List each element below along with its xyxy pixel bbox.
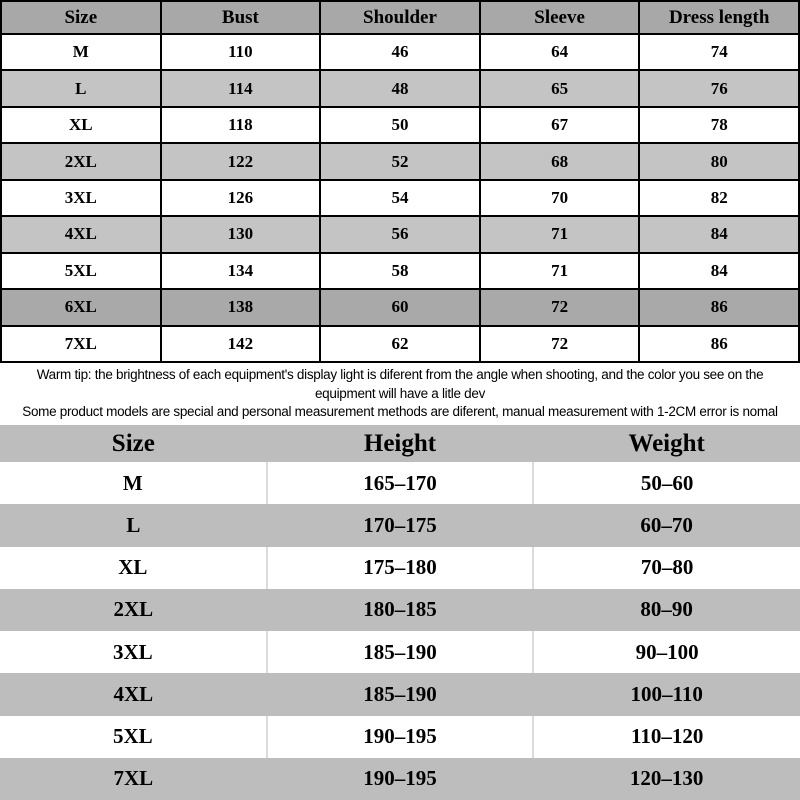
table-cell: 71 — [480, 216, 640, 252]
column-header: Bust — [161, 1, 321, 34]
measurement-notes — [0, 363, 800, 425]
table-cell: 90–100 — [533, 631, 800, 673]
table-cell: 67 — [480, 107, 640, 143]
table-cell: 80–90 — [640, 597, 693, 622]
table-cell: 120–130 — [629, 766, 704, 791]
note-line-measurement-error: Some product models are special and personal measurement methods are diferent, manual measurement with 1-2CM error is nomal — [22, 404, 778, 420]
table-cell: 62 — [320, 326, 480, 363]
table-cell: 71 — [480, 253, 640, 289]
table-cell: L — [1, 70, 161, 106]
table-cell: 70–80 — [533, 547, 800, 589]
table-cell: 138 — [161, 289, 321, 325]
table-cell: 65 — [480, 70, 640, 106]
table-row — [1, 216, 799, 252]
table-cell: L — [126, 512, 141, 537]
table-cell: 64 — [480, 34, 640, 70]
table-cell: 100–110 — [630, 681, 703, 706]
table-cell: 50 — [320, 107, 480, 143]
table-cell: 122 — [161, 143, 321, 179]
table-cell: 52 — [320, 143, 480, 179]
table-cell: 3XL — [1, 180, 161, 216]
table-row — [0, 504, 800, 546]
table-cell: 68 — [480, 143, 640, 179]
size-chart-header-row — [1, 1, 799, 34]
table-cell: 54 — [320, 180, 480, 216]
column-header: Sleeve — [480, 1, 640, 34]
column-header: Shoulder — [320, 1, 480, 34]
table-cell: 170–175 — [363, 512, 437, 537]
table-row — [1, 34, 799, 70]
height-weight-chart-table — [0, 425, 800, 800]
column-header: Height — [363, 429, 437, 457]
table-cell: 185–190 — [267, 631, 534, 673]
table-cell: 190–195 — [363, 766, 437, 791]
table-row — [0, 631, 800, 673]
table-row — [1, 70, 799, 106]
table-cell: 50–60 — [533, 462, 800, 504]
table-row — [1, 326, 799, 363]
table-cell: 74 — [639, 34, 799, 70]
table-cell: XL — [1, 107, 161, 143]
table-cell: 72 — [480, 326, 640, 363]
column-header: Dress length — [639, 1, 799, 34]
table-cell: 86 — [639, 289, 799, 325]
table-cell: 175–180 — [267, 547, 534, 589]
table-cell: 72 — [480, 289, 640, 325]
table-cell: 110 — [161, 34, 321, 70]
table-cell: 86 — [639, 326, 799, 363]
table-cell: 126 — [161, 180, 321, 216]
table-row — [1, 107, 799, 143]
table-cell: 48 — [320, 70, 480, 106]
column-header: Weight — [628, 429, 705, 457]
table-row — [0, 462, 800, 504]
note-line-warm-tip-continued: equipment will have a litle dev — [314, 385, 486, 401]
table-cell: 190–195 — [267, 716, 534, 758]
table-cell: 84 — [639, 253, 799, 289]
table-row — [0, 547, 800, 589]
table-cell: 130 — [161, 216, 321, 252]
garment-size-chart-table — [0, 0, 800, 363]
table-cell: 80 — [639, 143, 799, 179]
table-cell: 185–190 — [363, 681, 437, 706]
table-cell: 60 — [320, 289, 480, 325]
table-cell: 165–170 — [267, 462, 534, 504]
table-cell: M — [1, 34, 161, 70]
table-cell: 6XL — [1, 289, 161, 325]
table-cell: 2XL — [1, 143, 161, 179]
table-cell: 134 — [161, 253, 321, 289]
table-row — [0, 589, 800, 631]
height-weight-header-row — [0, 425, 800, 462]
table-cell: 180–185 — [363, 597, 437, 622]
column-header: Size — [1, 1, 161, 34]
table-cell: 70 — [480, 180, 640, 216]
table-cell: 46 — [320, 34, 480, 70]
table-cell: 142 — [161, 326, 321, 363]
table-row — [1, 143, 799, 179]
table-cell: 60–70 — [640, 512, 693, 537]
table-row — [0, 716, 800, 758]
table-cell: 58 — [320, 253, 480, 289]
table-cell: 76 — [639, 70, 799, 106]
table-cell: 5XL — [112, 724, 153, 749]
table-cell: 4XL — [113, 681, 154, 706]
table-cell: XL — [118, 555, 148, 580]
table-cell: 7XL — [113, 766, 154, 791]
table-cell: 3XL — [112, 639, 153, 664]
table-cell: 4XL — [1, 216, 161, 252]
table-row — [0, 673, 800, 715]
table-cell: 2XL — [113, 597, 154, 622]
table-cell: 118 — [161, 107, 321, 143]
table-cell: 5XL — [1, 253, 161, 289]
table-cell: 78 — [639, 107, 799, 143]
table-cell: M — [122, 470, 143, 495]
column-header: Size — [111, 429, 155, 457]
note-line-warm-tip: Warm tip: the brightness of each equipment's display light is diferent from the angle when shooting, and the color you see on the — [36, 366, 764, 382]
table-row — [0, 758, 800, 800]
table-row — [1, 253, 799, 289]
table-row — [1, 289, 799, 325]
table-cell: 114 — [161, 70, 321, 106]
table-cell: 56 — [320, 216, 480, 252]
table-cell: 82 — [639, 180, 799, 216]
table-cell: 84 — [639, 216, 799, 252]
table-cell: 110–120 — [533, 716, 800, 758]
table-row — [1, 180, 799, 216]
table-cell: 7XL — [1, 326, 161, 363]
